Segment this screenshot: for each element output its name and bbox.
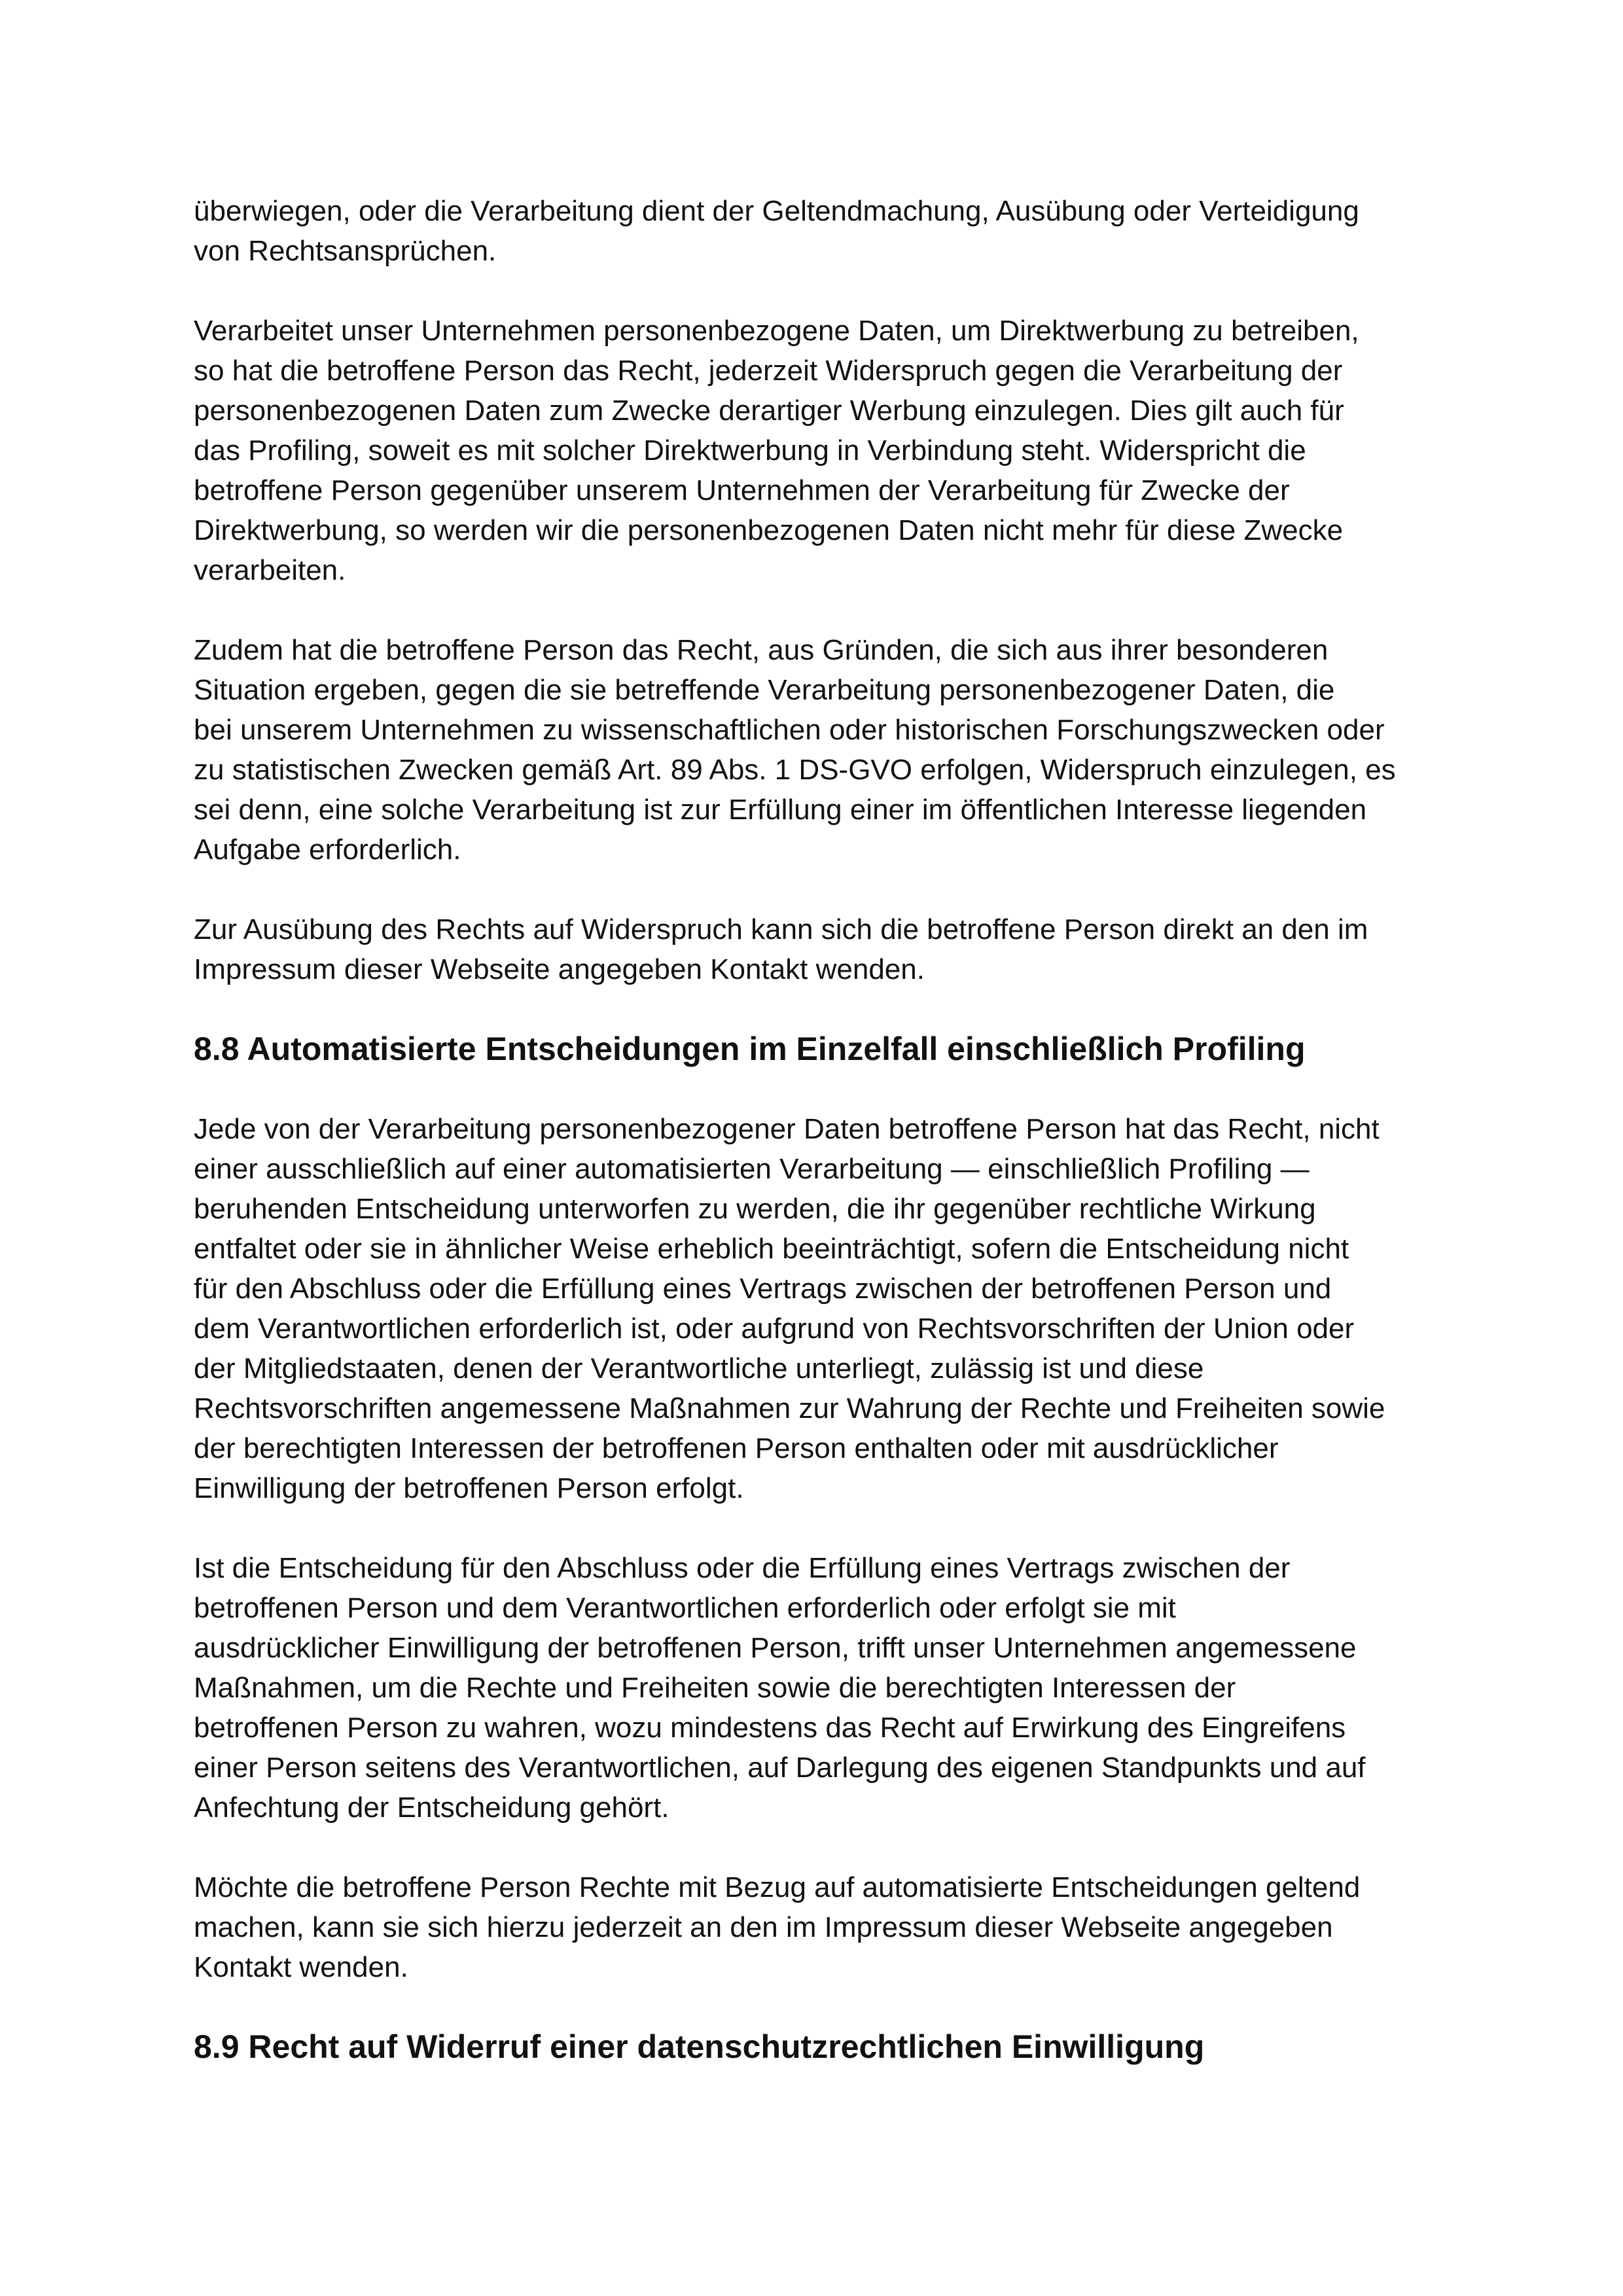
text-line: Anfechtung der Entscheidung gehört. (194, 1792, 669, 1824)
text-line: zu statistischen Zwecken gemäß Art. 89 Abs. 1 DS-GVO erfolgen, Widerspruch einzulegen, es (194, 754, 1396, 786)
text-line: Möchte die betroffene Person Rechte mit Bezug auf automatisierte Entscheidungen geltend (194, 1871, 1361, 1903)
paragraph-spacer (194, 590, 1470, 630)
text-line: machen, kann sie sich hierzu jederzeit an den im Impressum dieser Webseite angegeben (194, 1911, 1333, 1943)
text-line: bei unserem Unternehmen zu wissenschaftlichen oder historischen Forschungszwecken oder (194, 714, 1385, 746)
document-body (194, 191, 1470, 2067)
section-heading-8-8: 8.8 Automatisierte Entscheidungen im Einzelfall einschließlich Profiling (194, 1031, 1306, 1067)
text-line: von Rechtsansprüchen. (194, 235, 497, 267)
text-line: Aufgabe erforderlich. (194, 834, 461, 866)
text-line: für den Abschluss oder die Erfüllung eines Vertrags zwischen der betroffenen Person und (194, 1273, 1332, 1305)
text-line: Einwilligung der betroffenen Person erfolgt. (194, 1472, 744, 1504)
text-line: der berechtigten Interessen der betroffenen Person enthalten oder mit ausdrücklicher (194, 1432, 1279, 1464)
paragraph-direct-marketing-objection (194, 311, 1470, 590)
paragraph-research-objection (194, 630, 1470, 870)
text-line: Jede von der Verarbeitung personenbezogener Daten betroffene Person hat das Recht, nicht (194, 1113, 1380, 1145)
text-line: das Profiling, soweit es mit solcher Direktwerbung in Verbindung steht. Widerspricht die (194, 434, 1306, 467)
text-line: betroffenen Person und dem Verantwortlichen erforderlich oder erfolgt sie mit (194, 1592, 1176, 1624)
text-line: verarbeiten. (194, 554, 346, 586)
text-line: personenbezogenen Daten zum Zwecke derartiger Werbung einzulegen. Dies gilt auch für (194, 395, 1344, 427)
text-line: Verarbeitet unser Unternehmen personenbezogene Daten, um Direktwerbung zu betreiben, (194, 315, 1359, 347)
paragraph-spacer (194, 989, 1470, 1029)
text-line: Zur Ausübung des Rechts auf Widerspruch kann sich die betroffene Person direkt an den im (194, 913, 1368, 945)
paragraph-spacer (194, 1508, 1470, 1548)
text-line: betroffene Person gegenüber unserem Unternehmen der Verarbeitung für Zwecke der (194, 474, 1290, 506)
section-heading-8-9: 8.9 Recht auf Widerruf einer datenschutzrechtlichen Einwilligung (194, 2028, 1205, 2065)
text-line: entfaltet oder sie in ähnlicher Weise erheblich beeinträchtigt, sofern die Entscheidung nicht (194, 1233, 1349, 1265)
text-line: Direktwerbung, so werden wir die personenbezogenen Daten nicht mehr für diese Zwecke (194, 514, 1344, 546)
text-line: Impressum dieser Webseite angegeben Kontakt wenden. (194, 953, 925, 985)
text-line: Kontakt wenden. (194, 1951, 408, 1983)
paragraph-automated-decisions (194, 1109, 1470, 1508)
paragraph-spacer (194, 271, 1470, 311)
text-line: einer Person seitens des Verantwortlichen, auf Darlegung des eigenen Standpunkts und auf (194, 1752, 1366, 1784)
text-line: Ist die Entscheidung für den Abschluss oder die Erfüllung eines Vertrags zwischen der (194, 1552, 1291, 1584)
text-line: Maßnahmen, um die Rechte und Freiheiten sowie die berechtigten Interessen der (194, 1672, 1236, 1704)
paragraph-spacer (194, 1069, 1470, 1109)
text-line: Rechtsvorschriften angemessene Maßnahmen zur Wahrung der Rechte und Freiheiten sowie (194, 1392, 1385, 1424)
text-line: betroffenen Person zu wahren, wozu mindestens das Recht auf Erwirkung des Eingreifens (194, 1712, 1346, 1744)
paragraph-objection-legal-claims (194, 191, 1470, 271)
paragraph-contract-decisions (194, 1548, 1470, 1828)
text-line: ausdrücklicher Einwilligung der betroffenen Person, trifft unser Unternehmen angemessene (194, 1632, 1357, 1664)
text-line: sei denn, eine solche Verarbeitung ist zur Erfüllung einer im öffentlichen Interesse liegenden (194, 794, 1367, 826)
paragraph-objection-contact (194, 910, 1470, 989)
paragraph-spacer (194, 1828, 1470, 1867)
paragraph-spacer (194, 1987, 1470, 2027)
text-line: dem Verantwortlichen erforderlich ist, oder aufgrund von Rechtsvorschriften der Union oder (194, 1313, 1355, 1345)
text-line: so hat die betroffene Person das Recht, jederzeit Widerspruch gegen die Verarbeitung der (194, 355, 1343, 387)
text-line: Zudem hat die betroffene Person das Recht, aus Gründen, die sich aus ihrer besonderen (194, 634, 1329, 666)
text-line: einer ausschließlich auf einer automatisierten Verarbeitung — einschließlich Profiling — (194, 1153, 1310, 1185)
paragraph-spacer (194, 870, 1470, 910)
text-line: überwiegen, oder die Verarbeitung dient der Geltendmachung, Ausübung oder Verteidigung (194, 195, 1359, 227)
text-line: Situation ergeben, gegen die sie betreffende Verarbeitung personenbezogener Daten, die (194, 674, 1335, 706)
text-line: der Mitgliedstaaten, denen der Verantwortliche unterliegt, zulässig ist und diese (194, 1352, 1204, 1385)
paragraph-automated-decisions-contact (194, 1867, 1470, 1987)
text-line: beruhenden Entscheidung unterworfen zu werden, die ihr gegenüber rechtliche Wirkung (194, 1193, 1316, 1225)
